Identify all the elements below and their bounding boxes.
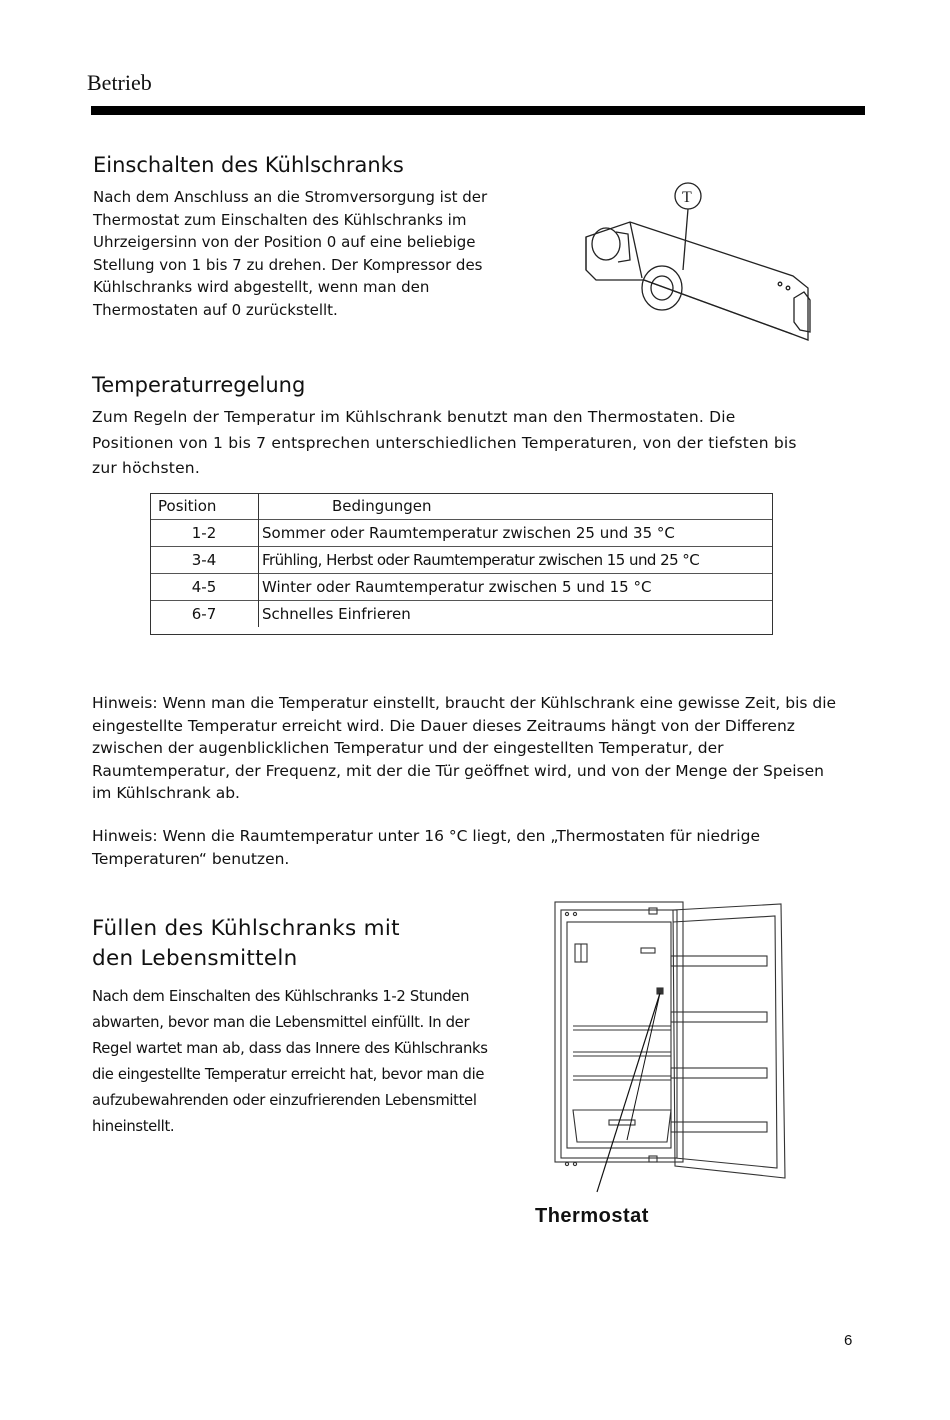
note-low-room-temperature: Hinweis: Wenn die Raumtemperatur unter 16 °C liegt, den „Thermostaten für niedrige Temperaturen“ benutzen. (92, 827, 760, 868)
table-cell-position: 1-2 (150, 520, 259, 547)
table-cell-condition: Winter oder Raumtemperatur zwischen 5 und 15 °C (259, 574, 774, 601)
table-row (150, 574, 773, 601)
table-row (150, 601, 773, 628)
section-title-fuellen: Füllen des Kühlschranks mit den Lebensmitteln (92, 916, 400, 971)
table-cell-position: 4-5 (150, 574, 259, 601)
table-cell-position: 3-4 (150, 547, 259, 574)
thermostat-illustration (578, 182, 814, 344)
page-header: Betrieb (87, 70, 152, 95)
note-temperature-delay: Hinweis: Wenn man die Temperatur einstellt, braucht der Kühlschrank eine gewisse Zeit, bis die eingestellte Temperatur erreicht wird. Die Dauer dieses Zeitraums hängt von der Differenz zwischen der augenblicklichen Temperatur und der eingestellten Temperatur, der Raumtemperatur, der Frequenz, mit der die Tür geöffnet wird, und von der Menge der Speisen im Kühlschrank ab. (92, 694, 837, 802)
figure-callout-label: T (682, 189, 692, 206)
section-body-einschalten: Nach dem Anschluss an die Stromversorgung ist der Thermostat zum Einschalten des Kühlschranks im Uhrzeigersinn von der Position 0 auf eine beliebige Stellung von 1 bis 7 zu drehen. Der Kompressor des Kühlschranks wird abgestellt, wenn man den Thermostaten auf 0 zurückstellt. (93, 188, 488, 319)
table-row (150, 520, 773, 547)
table-cell-condition: Frühling, Herbst oder Raumtemperatur zwischen 15 und 25 °C (259, 547, 774, 574)
figure-caption-thermostat: Thermostat (535, 1205, 649, 1227)
section-body-temperaturregelung: Zum Regeln der Temperatur im Kühlschrank benutzt man den Thermostaten. Die Positionen von 1 bis 7 entsprechen unterschiedlichen Temperaturen, von der tiefsten bis zur höchsten. (92, 408, 797, 477)
section-body-fuellen: Nach dem Einschalten des Kühlschranks 1-2 Stunden abwarten, bevor man die Lebensmittel einfüllt. In der Regel wartet man ab, dass das Innere des Kühlschranks die eingestellte Temperatur erreicht hat, bevor man die aufzubewahrenden oder einzufrierenden Lebensmittel hineinstellt. (92, 988, 488, 1135)
position-table (150, 493, 773, 627)
table-cell-position: 6-7 (150, 601, 259, 628)
fridge-illustration (547, 892, 791, 1194)
page-number: 6 (844, 1332, 853, 1349)
table-cell-condition: Sommer oder Raumtemperatur zwischen 25 und 35 °C (259, 520, 774, 547)
table-header-position: Position (150, 493, 259, 520)
table-header-conditions: Bedingungen (332, 497, 432, 515)
table-cell-condition: Schnelles Einfrieren (259, 601, 774, 628)
section-title-einschalten: Einschalten des Kühlschranks (93, 153, 404, 177)
section-title-temperaturregelung: Temperaturregelung (92, 373, 306, 397)
table-header-row (150, 493, 773, 520)
table-row (150, 547, 773, 574)
header-rule (91, 106, 865, 115)
